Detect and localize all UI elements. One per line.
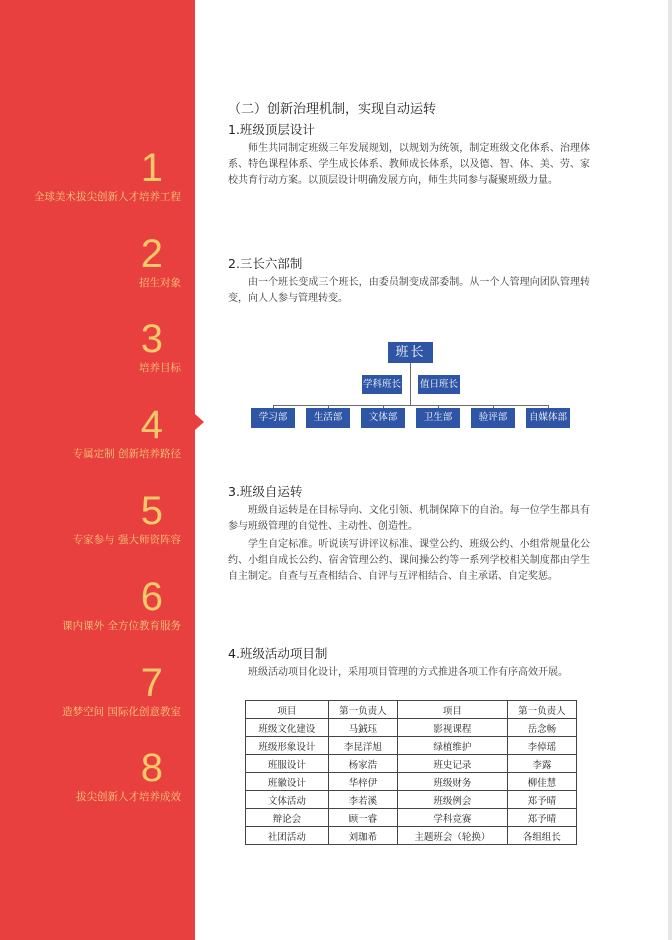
- table-row: [246, 827, 577, 845]
- table-cell: 华梓伊: [328, 773, 397, 791]
- heading-project-system: 4.班级活动项目制: [228, 646, 328, 661]
- col-header-leader: 第一负责人: [507, 701, 576, 719]
- chapter-label: 专属定制 创新培养路径: [72, 448, 181, 460]
- table-cell: 绿植维护: [397, 737, 507, 755]
- table-cell: 杨家浩: [328, 755, 397, 773]
- table-cell: 影视课程: [397, 719, 507, 737]
- page-edge: [668, 0, 672, 940]
- table-cell: 班级财务: [397, 773, 507, 791]
- chapter-label: 课内课外 全方位教育服务: [62, 620, 181, 632]
- org-dept-media: 自媒体部: [526, 408, 570, 428]
- table-cell: 郑予晴: [507, 809, 576, 827]
- table-row: [246, 791, 577, 809]
- table-cell: 学科竞赛: [397, 809, 507, 827]
- org-class-monitor: 班长: [388, 342, 433, 363]
- org-dept-sports: 文体部: [361, 408, 405, 428]
- para-project-system: 班级活动项目化设计，采用项目管理的方式推进各项工作有序高效开展。: [248, 667, 568, 678]
- table-row: [246, 719, 577, 737]
- chapter-label: 专家参与 强大师资阵容: [72, 534, 181, 546]
- active-chapter-arrow-icon: [195, 414, 204, 430]
- table-row: [246, 773, 577, 791]
- para-top-level-design: 师生共同制定班级三年发展规划，以规划为统领，制定班级文化体系、治理体系、特色课程体系、学生成长体系、教师成长体系，以及德、智、体、美、劳、家校共育行动方案。以顶层设计明确发展方向，师生共同参与凝聚班级力量。: [228, 143, 590, 186]
- table-row: [246, 809, 577, 827]
- table-cell: 李露: [507, 755, 576, 773]
- chapter-number: 5: [140, 489, 163, 533]
- table-header-row: [246, 701, 577, 719]
- table-cell: 李昆洋旭: [328, 737, 397, 755]
- chapter-number: 7: [140, 661, 163, 705]
- col-header-project: 项目: [246, 701, 329, 719]
- table-cell: 李倬瑶: [507, 737, 576, 755]
- table-cell: 李若溪: [328, 791, 397, 809]
- chapter-3[interactable]: [1, 317, 181, 375]
- heading-self-operation: 3.班级自运转: [228, 484, 303, 499]
- chapter-label: 全球美术拔尖创新人才培养工程: [34, 191, 181, 203]
- table-cell: 班徽设计: [246, 773, 329, 791]
- table-cell: 岳念畅: [507, 719, 576, 737]
- table-cell: 班级形象设计: [246, 737, 329, 755]
- org-connector: [410, 363, 411, 405]
- org-subject-monitor: 学科班长: [362, 375, 402, 394]
- org-dept-life: 生活部: [306, 408, 350, 428]
- heading-three-leaders: 2.三长六部制: [228, 256, 303, 271]
- chapter-sidebar: [0, 0, 195, 940]
- para-three-leaders: 由一个班长变成三个班长，由委员制变成部委制。从一个人管理向团队管理转变，向人人参与管理转变。: [228, 277, 590, 304]
- col-header-project: 项目: [397, 701, 507, 719]
- org-connector: [273, 405, 548, 406]
- table-cell: 班服设计: [246, 755, 329, 773]
- org-dept-hygiene: 卫生部: [416, 408, 460, 428]
- table-cell: 辩论会: [246, 809, 329, 827]
- org-duty-monitor: 值日班长: [418, 375, 460, 394]
- table-cell: 柳佳慧: [507, 773, 576, 791]
- table-row: [246, 737, 577, 755]
- table-cell: 主题班会（轮换）: [397, 827, 507, 845]
- table-cell: 文体活动: [246, 791, 329, 809]
- heading-top-level-design: 1.班级顶层设计: [228, 122, 315, 137]
- table-cell: 郑予晴: [507, 791, 576, 809]
- chapter-number: 1: [140, 146, 163, 190]
- table-cell: 社团活动: [246, 827, 329, 845]
- chapter-7[interactable]: [1, 661, 181, 719]
- chapter-4[interactable]: [1, 403, 181, 461]
- org-dept-study: 学习部: [251, 408, 295, 428]
- chapter-number: 4: [140, 403, 163, 447]
- chapter-2[interactable]: [1, 232, 181, 290]
- chapter-6[interactable]: [1, 575, 181, 633]
- chapter-8[interactable]: [1, 746, 181, 804]
- chapter-number: 6: [140, 575, 163, 619]
- table-cell: 班级例会: [397, 791, 507, 809]
- para-self-operation-2: 学生自定标准。听说读写讲评议标准、课堂公约、班级公约、小组常规量化公约、小组自成长公约、宿舍管理公约、课间操公约等一系列学校相关制度都由学生自主制定。自查与互查相结合、自评与互评相结合、自主承诺、自定奖惩。: [228, 539, 590, 582]
- table-cell: 刘珈希: [328, 827, 397, 845]
- chapter-5[interactable]: [1, 489, 181, 547]
- chapter-label: 拔尖创新人才培养成效: [76, 791, 181, 803]
- chapter-label: 招生对象: [139, 277, 181, 289]
- chapter-label: 造梦空间 国际化创意教室: [62, 706, 181, 718]
- chapter-1[interactable]: [1, 146, 181, 204]
- col-header-leader: 第一负责人: [328, 701, 397, 719]
- chapter-number: 2: [140, 232, 163, 276]
- table-cell: 班级文化建设: [246, 719, 329, 737]
- table-cell: 各组组长: [507, 827, 576, 845]
- chapter-number: 8: [140, 746, 163, 790]
- table-row: [246, 755, 577, 773]
- chapter-number: 3: [140, 317, 163, 361]
- table-cell: 马銊珏: [328, 719, 397, 737]
- section-title: （二）创新治理机制，实现自动运转: [228, 102, 437, 117]
- chapter-label: 培养目标: [139, 362, 181, 374]
- table-cell: 班史记录: [397, 755, 507, 773]
- org-dept-evaluation: 验评部: [471, 408, 515, 428]
- para-self-operation-1: 班级自运转是在目标导向、文化引领、机制保障下的自治。每一位学生都具有参与班级管理的自觉性、主动性、创造性。: [228, 505, 590, 532]
- project-table: [245, 700, 577, 845]
- table-cell: 顾一睿: [328, 809, 397, 827]
